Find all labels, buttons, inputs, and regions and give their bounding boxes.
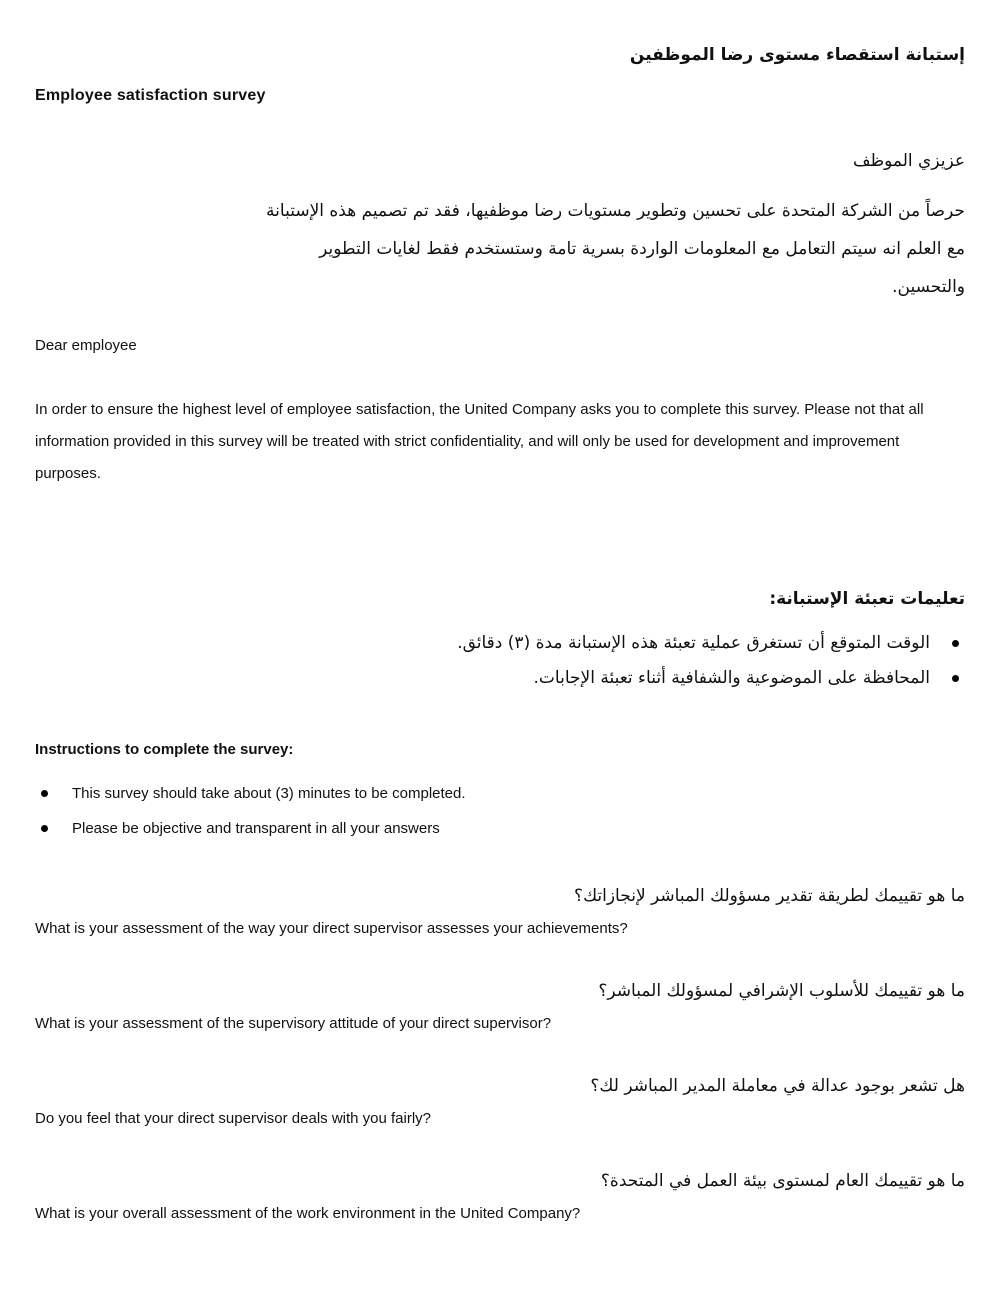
list-item (41, 626, 959, 661)
bullet-dot-icon (952, 675, 959, 682)
instruction-text-english: Please be objective and transparent in all your answers (72, 820, 440, 837)
bullet-dot-icon (41, 825, 48, 832)
instructions-list-arabic (35, 626, 965, 696)
instructions-heading-english: Instructions to complete the survey: (35, 741, 294, 758)
list-item (41, 776, 959, 811)
instruction-text-english: This survey should take about (3) minutes to be completed. (72, 785, 466, 802)
question-text-arabic: ما هو تقييمك العام لمستوى بيئة العمل في المتحدة؟ (600, 1171, 965, 1191)
question-block-4 (35, 1168, 965, 1226)
question-text-arabic: ما هو تقييمك لطريقة تقدير مسؤولك المباشر لإنجازاتك؟ (574, 886, 965, 906)
question-text-english: Do you feel that your direct supervisor deals with you fairly? (35, 1110, 432, 1127)
question-block-1 (35, 883, 965, 941)
question-text-english: What is your overall assessment of the work environment in the United Company? (35, 1205, 581, 1222)
greeting-arabic: عزيزي الموظف (853, 151, 965, 171)
survey-title-arabic: إستبانة استقصاء مستوى رضا الموظفين (629, 45, 965, 65)
greeting-english: Dear employee (35, 337, 137, 354)
question-block-3 (35, 1073, 965, 1131)
instruction-text-arabic: المحافظة على الموضوعية والشفافية أثناء تعبئة الإجابات. (533, 668, 930, 688)
question-block-2 (35, 978, 965, 1036)
question-text-english: What is your assessment of the way your direct supervisor assesses your achievements? (35, 920, 628, 937)
instruction-text-arabic: الوقت المتوقع أن تستغرق عملية تعبئة هذه الإستبانة مدة (٣) دقائق. (457, 633, 930, 653)
question-text-arabic: ما هو تقييمك للأسلوب الإشرافي لمسؤولك المباشر؟ (598, 981, 965, 1001)
intro-paragraph-english: In order to ensure the highest level of employee satisfaction, the United Company asks you to complete this survey. Please not that all information provided in this survey will be treated with strict confidentiality, and will only be used for development and improvement purposes. (35, 401, 924, 482)
list-item (41, 811, 959, 846)
bullet-dot-icon (952, 640, 959, 647)
bullet-dot-icon (41, 790, 48, 797)
instructions-list-english (35, 776, 965, 846)
instructions-heading-arabic: تعليمات تعبئة الإستبانة: (769, 589, 965, 609)
intro-paragraph-arabic: حرصاً من الشركة المتحدة على تحسين وتطوير مستويات رضا موظفيها، فقد تم تصميم هذه الإستبانة مع العلم انه سيتم التعامل مع المعلومات الواردة بسرية تامة وستستخدم فقط لغايات التطوير والتحسين. (266, 201, 965, 297)
list-item (41, 661, 959, 696)
survey-title-english: Employee satisfaction survey (35, 87, 266, 104)
question-text-arabic: هل تشعر بوجود عدالة في معاملة المدير المباشر لك؟ (590, 1076, 965, 1096)
question-text-english: What is your assessment of the supervisory attitude of your direct supervisor? (35, 1015, 552, 1032)
